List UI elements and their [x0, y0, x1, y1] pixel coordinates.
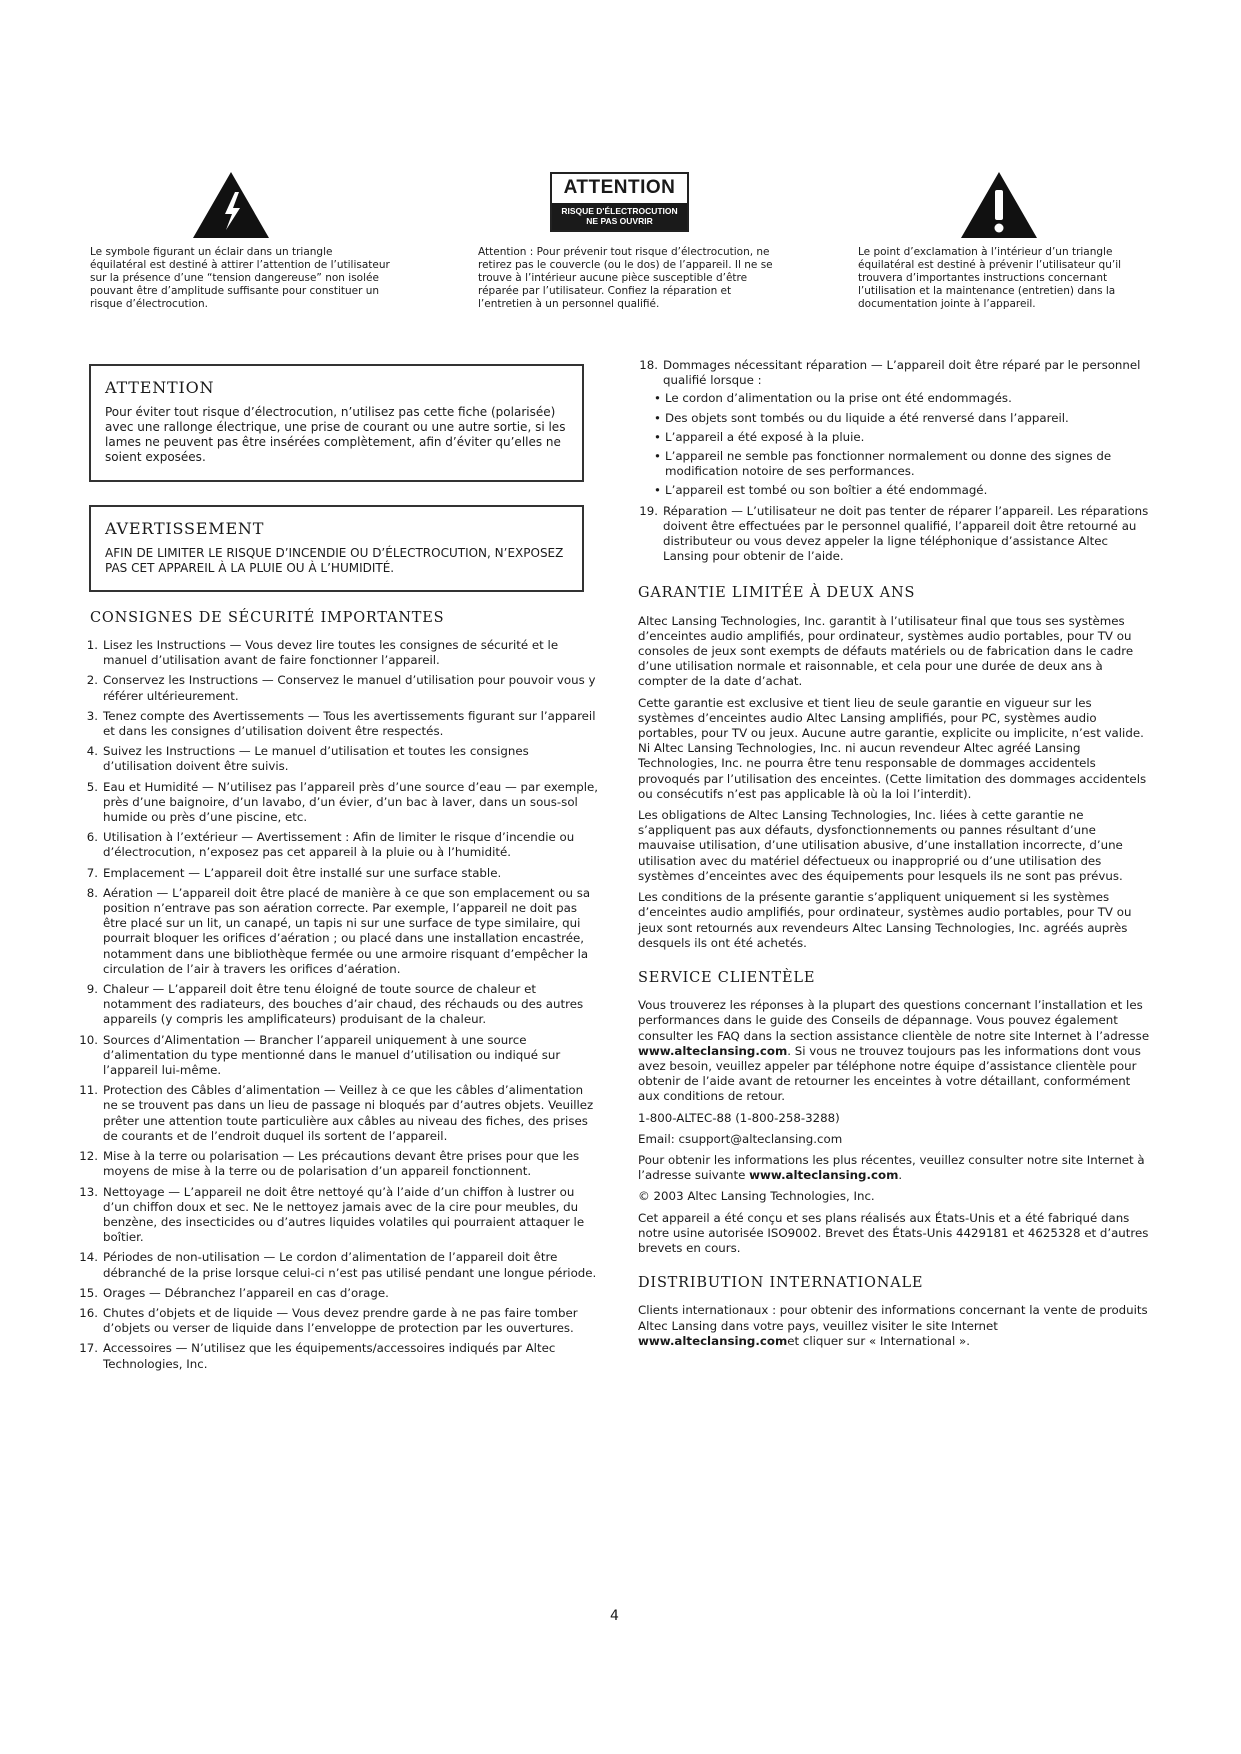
warning-box-title: AVERTISSEMENT: [105, 519, 265, 538]
item-number: 1.: [86, 638, 98, 652]
attention-label-line1: RISQUE D'ÉLECTROCUTION: [561, 206, 678, 216]
item-text: Sources d’Alimentation — Brancher l’appareil uniquement à une source d’alimentation du type mentionné dans le manuel d’utilisation ou indiqué sur l’appareil lui-même.: [103, 1032, 561, 1078]
attention-box-text: Pour éviter tout risque d’électrocution, n’utilisez pas cette fiche (polarisée) avec une rallonge électrique, une prise de courant ou une autre sortie, si les lames ne peuvent pas être insérées complètement, afin d’éviter qu’elles ne soient exposées.: [105, 405, 566, 464]
warranty-paragraph: Les obligations de Altec Lansing Technologies, Inc. liées à cette garantie ne s’appliquent pas aux défauts, dysfonctionnements ou pannes résultant d’une mauvaise utilisation, d’une utilisation abusive, d’une installation incorrecte, d’une utilisation avec du matériel défectueux ou inapproprié ou d’une utilisation des systèmes d’enceintes avec des équipements pour lesquels ils ne sont pas prévus.: [638, 808, 1123, 883]
distribution-text: Clients internationaux : pour obtenir des informations concernant la vente de produits Altec Lansing dans votre pays, veuillez visiter le site Internet www.alteclansing.comet cliquer sur « International ».: [638, 1303, 1148, 1348]
item-number: 4.: [86, 744, 98, 759]
bullet-item: • Le cordon d’alimentation ou la prise ont été endommagés.: [630, 391, 1150, 406]
website-link[interactable]: www.alteclansing.com: [749, 1168, 899, 1183]
distribution-heading: DISTRIBUTION INTERNATIONALE: [638, 1275, 924, 1292]
attention-box: [89, 364, 584, 482]
item-number: 2.: [86, 673, 98, 688]
item-text: Lisez les Instructions — Vous devez lire toutes les consignes de sécurité et le manuel d’utilisation avant de faire fonctionner l’appareil.: [103, 638, 559, 668]
list-item: [70, 1341, 600, 1371]
list-item: [70, 709, 600, 739]
service-paragraph: Vous trouverez les réponses à la plupart des questions concernant l’installation et les performances dans le guide des Conseils de dépannage. Vous pouvez également consulter les FAQ dans la section assistance clientèle de notre site Internet à l’adresse www.alteclansing.com. Si vous ne trouvez toujours pas les informations dont vous avez besoin, veuillez appeler par téléphone notre équipe d’assistance clientèle pour obtenir de l’aide avant de retourner les enceintes à votre détaillant, conformément aux conditions de retour.: [638, 998, 1150, 1104]
item-number: 12.: [79, 1149, 98, 1164]
list-item: [70, 1306, 600, 1336]
service-heading: SERVICE CLIENTÈLE: [638, 969, 816, 986]
service-text: [638, 998, 1150, 1256]
list-item: [70, 1033, 600, 1079]
item-text: Utilisation à l’extérieur — Avertissement : Afin de limiter le risque d’incendie ou d’électrocution, n’exposez pas cet appareil à la pluie ou à l’humidité.: [103, 830, 575, 860]
right-column: [630, 358, 1150, 1355]
safety-heading: CONSIGNES DE SÉCURITÉ IMPORTANTES: [90, 610, 445, 626]
bullet-item: • Des objets sont tombés ou du liquide a été renversé dans l’appareil.: [630, 411, 1150, 426]
attention-label-band: [552, 203, 687, 230]
list-item: [70, 982, 600, 1028]
website-link[interactable]: www.alteclansing.com: [638, 1333, 788, 1348]
bullet-item: • L’appareil est tombé ou son boîtier a été endommagé.: [630, 483, 1150, 498]
attention-box-title: ATTENTION: [105, 378, 215, 397]
item-number: 16.: [79, 1305, 98, 1320]
item-text: Aération — L’appareil doit être placé de manière à ce que son emplacement ou sa position n’entrave pas son aération correcte. Par exemple, l’appareil ne doit pas être placé sur un lit, un canapé, un tapis ni sur une surface de type similaire, qui pourrait bloquer les orifices d’aération ; ou placé dans une installation encastrée, notamment dans une bibliothèque fermée ou une armoire risquant d’empêcher la circulation de l’air à travers les orifices d’aération.: [103, 885, 591, 976]
item-text: Protection des Câbles d’alimentation — Veillez à ce que les câbles d’alimentation ne se trouvent pas dans un lieu de passage ni bloqués par d’autres objets. Veuillez prêter une attention toute particulière aux câbles au niveau des fiches, des prises de courants et de l’endroit duquel ils sortent de l’appareil.: [103, 1083, 594, 1143]
item-number: 8.: [86, 885, 98, 900]
item-text: Accessoires — N’utilisez que les équipements/accessoires indiqués par Altec Technologies, Inc.: [103, 1341, 556, 1371]
attention-label-line2: NE PAS OUVRIR: [586, 216, 653, 226]
item-text: Réparation — L’utilisateur ne doit pas tenter de réparer l’appareil. Les réparations doivent être effectuées par le personnel qualifié, l’appareil doit être retourné au distributeur ou vous devez appeler la ligne téléphonique d’assistance Altec Lansing pour obtenir de l’aide.: [663, 503, 1149, 564]
item-number: 6.: [86, 830, 98, 845]
item-number: 15.: [79, 1285, 98, 1300]
list-item: [70, 1185, 600, 1246]
item-text: Eau et Humidité — N’utilisez pas l’appareil près d’une source d’eau — par exemple, près d’une baignoire, d’un lavabo, d’un évier, d’un bac à laver, dans un sous-sol humide ou près d’une piscine, etc.: [103, 779, 599, 825]
safety-list: [70, 638, 600, 1377]
copyright: © 2003 Altec Lansing Technologies, Inc.: [638, 1189, 875, 1204]
list-item: [630, 358, 1150, 499]
list-item: [70, 780, 600, 826]
list-item: [70, 744, 600, 774]
warranty-paragraph: Les conditions de la présente garantie s’appliquent uniquement si les systèmes d’enceintes audio amplifiés, pour ordinateur, systèmes audio portables, pour TV ou jeux sont retournés aux revendeurs Altec Lansing Technologies, Inc. agréés auprès desquels ils ont été achetés.: [638, 890, 1132, 950]
list-item: [70, 866, 600, 881]
warning-box-text: AFIN DE LIMITER LE RISQUE D’INCENDIE OU D’ÉLECTROCUTION, N’EXPOSEZ PAS CET APPAREIL À LA PLUIE OU À L’HUMIDITÉ.: [105, 546, 564, 575]
item-number: 17.: [79, 1341, 98, 1356]
attention-label: [550, 172, 689, 232]
page-number: 4: [610, 1608, 619, 1624]
item-text: Chutes d’objets et de liquide — Vous devez prendre garde à ne pas faire tomber d’objets ou verser de liquide dans l’enveloppe de protection par les ouvertures.: [103, 1305, 578, 1336]
item-text: Tenez compte des Avertissements — Tous les avertissements figurant sur l’appareil et dans les consignes d’utilisation doivent être respectés.: [103, 708, 596, 739]
phone-number: 1-800-ALTEC-88 (1-800-258-3288): [638, 1110, 840, 1125]
item-number: 3.: [86, 708, 98, 723]
item-text: Orages — Débranchez l’appareil en cas d’orage.: [103, 1285, 389, 1300]
list-item: [70, 886, 600, 977]
lightning-warning-icon: [191, 170, 271, 240]
list-item: [70, 1250, 600, 1280]
item-number: 11.: [79, 1083, 98, 1098]
item-number: 14.: [79, 1250, 98, 1265]
bullet-item: • L’appareil a été exposé à la pluie.: [630, 430, 1150, 445]
item-text: Dommages nécessitant réparation — L’appareil doit être réparé par le personnel qualifié lorsque :: [663, 358, 1141, 388]
warning-box: [89, 505, 584, 592]
list-item: [70, 673, 600, 703]
exclamation-caption: Le point d’exclamation à l’intérieur d’un triangle équilatéral est destiné à prévenir l’utilisateur qu’il trouvera d’importantes instructions concernant l’utilisation et la maintenance (entretien) dans la documentation jointe à l’appareil.: [858, 246, 1122, 310]
item-text: Suivez les Instructions — Le manuel d’utilisation et toutes les consignes d’utilisation doivent être suivis.: [103, 744, 529, 774]
item-number: 10.: [79, 1032, 98, 1047]
list-item: [70, 1149, 600, 1179]
email-address: Email: csupport@alteclansing.com: [638, 1131, 843, 1146]
bullet-item: • L’appareil ne semble pas fonctionner normalement ou donne des signes de modification notoire de ses performances.: [630, 449, 1150, 479]
warranty-heading: GARANTIE LIMITÉE À DEUX ANS: [638, 585, 916, 602]
item-text: Périodes de non-utilisation — Le cordon d’alimentation de l’appareil doit être débranché de la prise lorsque celui-ci n’est pas utilisé pendant une longue période.: [103, 1250, 597, 1280]
website-link[interactable]: www.alteclansing.com: [638, 1043, 788, 1058]
item-number: 19.: [639, 503, 658, 518]
item-text: Mise à la terre ou polarisation — Les précautions devant être prises pour que les moyens de mise à la terre ou de polarisation d’un appareil fonctionnent.: [103, 1149, 580, 1179]
item-text: Nettoyage — L’appareil ne doit être nettoyé qu’à l’aide d’un chiffon à lustrer ou d’un chiffon doux et sec. Ne le nettoyez jamais avec de la cire pour meubles, du benzène, des insecticides ou d’autres liquides volatiles qui pourraient attaquer le boîtier.: [103, 1184, 585, 1245]
item-text: Emplacement — L’appareil doit être installé sur une surface stable.: [103, 865, 502, 880]
patents: Cet appareil a été conçu et ses plans réalisés aux États-Unis et a été fabriqué dans notre usine autorisée ISO9002. Brevet des États-Unis 4429181 et 4625328 et d’autres brevets en cours.: [638, 1210, 1149, 1255]
item-text: Chaleur — L’appareil doit être tenu éloigné de toute source de chaleur et notamment des radiateurs, des bouches d’air chaud, des réchauds ou des autres appareils (y compris les amplificateurs) produisant de la chaleur.: [103, 982, 584, 1027]
lightning-caption: Le symbole figurant un éclair dans un triangle équilatéral est destiné à attirer l’attention de l’utilisateur sur la présence d’une “tension dangereuse” non isolée pouvant être d’amplitude suffisante pour constituer un risque d’électrocution.: [90, 246, 390, 310]
warranty-paragraph: Altec Lansing Technologies, Inc. garantit à l’utilisateur final que tous ses systèmes d’enceintes audio amplifiés, pour ordinateur, systèmes audio portables, pour TV ou consoles de jeux sont exempts de défauts matériels ou de fabrication dans le cadre d’une utilisation normale et raisonnable, et cela pour une durée de deux ans à compter de la date d’achat.: [638, 613, 1134, 689]
item-text: Conservez les Instructions — Conservez le manuel d’utilisation pour pouvoir vous y référer ultérieurement.: [103, 673, 596, 703]
list-item: [70, 1286, 600, 1301]
item-number: 13.: [79, 1184, 98, 1199]
item-number: 9.: [86, 982, 98, 997]
attention-label-title: ATTENTION: [563, 177, 676, 198]
damage-list: [630, 358, 1150, 564]
warranty-paragraph: Cette garantie est exclusive et tient lieu de seule garantie en vigueur sur les systèmes d’enceintes audio Altec Lansing amplifiés, pour PC, systèmes audio portables, pour TV ou jeux. Aucune autre garantie, explicite ou implicite, n’est valide. Ni Altec Lansing Technologies, Inc. ni aucun revendeur Altec agréé Lansing Technologies, Inc. ne pourra être tenu responsable de dommages accidentels provoqués par l’utilisation des enceintes. (Cette limitation des dommages accidentels ou consécutifs n’est pas applicable là où la loi l’interdit).: [638, 695, 1147, 801]
list-item: [70, 638, 600, 668]
warranty-text: [638, 614, 1150, 951]
list-item: [70, 1083, 600, 1144]
exclamation-warning-icon: [959, 170, 1039, 240]
damage-bullets: [630, 391, 1150, 498]
attention-caption: Attention : Pour prévenir tout risque d’électrocution, ne retirez pas le couvercle (ou le dos) de l’appareil. Il ne se trouve à l’intérieur aucune pièce susceptible d’être réparée par l’utilisateur. Confiez la réparation et l’entretien à un personnel qualifié.: [478, 246, 773, 310]
list-item: [630, 504, 1150, 565]
item-number: 7.: [86, 865, 98, 880]
item-number: 5.: [86, 779, 98, 794]
list-item: [70, 830, 600, 860]
service-paragraph: Pour obtenir les informations les plus récentes, veuillez consulter notre site Internet à l’adresse suivante www.alteclansing.com.: [638, 1152, 1145, 1183]
item-number: 18.: [639, 358, 658, 372]
